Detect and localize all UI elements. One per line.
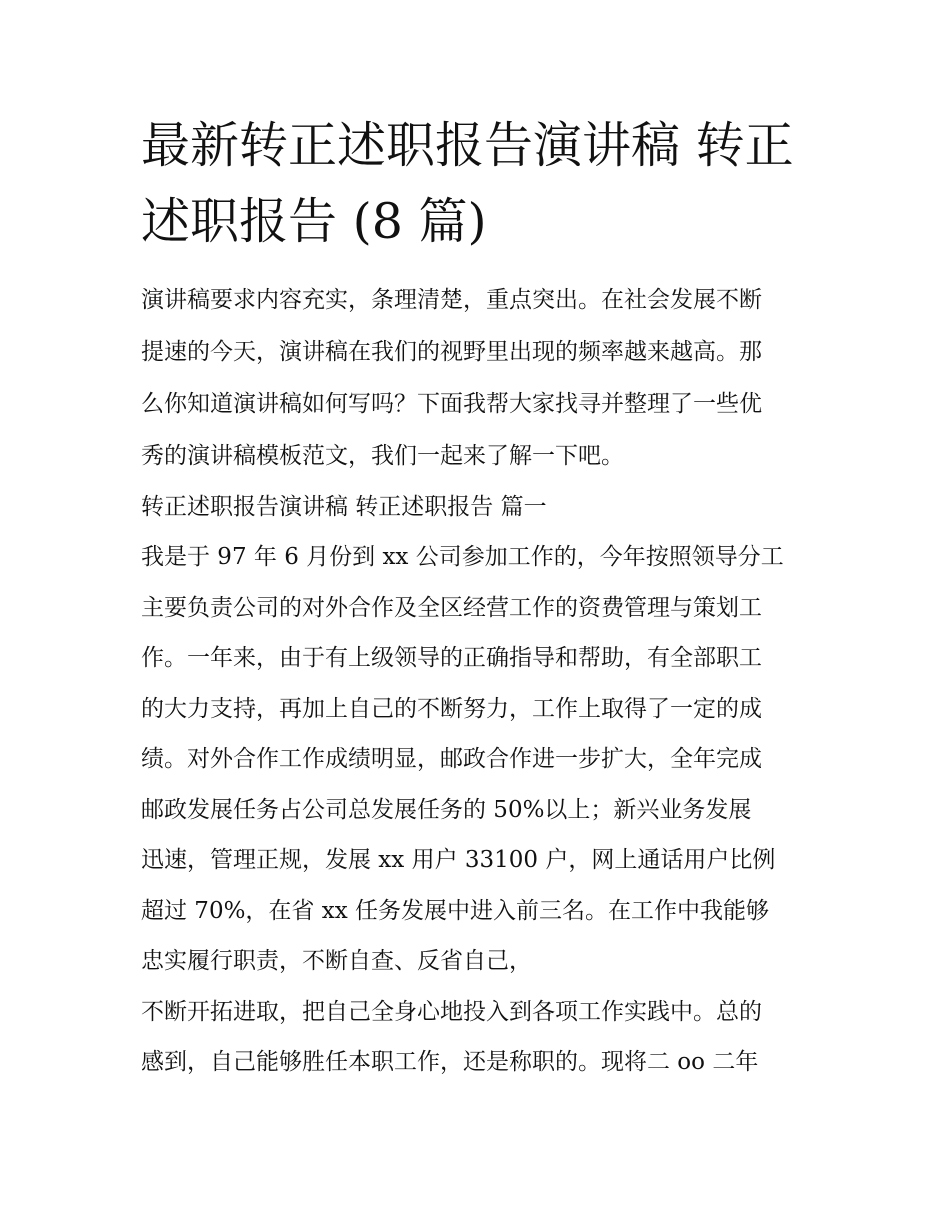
document-title-line-1: 最新转正述职报告演讲稿 转正 [141,117,794,174]
body-line: 忠实履行职责，不断自查、反省自己， [141,948,532,974]
document-title [141,108,821,260]
intro-paragraph [141,274,821,482]
body-line: 邮政发展任务占公司总发展任务的 50%以上；新兴业务发展 [141,796,752,823]
body-line: 主要负责公司的对外合作及全区经营工作的资费管理与策划工 [141,594,762,621]
body-line: 不断开拓进取，把自己全身心地投入到各项工作实践中。总的 [141,998,762,1025]
body-line: 超过 70%，在省 xx 任务发展中进入前三名。在工作中我能够 [141,897,769,924]
intro-line: 么你知道演讲稿如何写吗？下面我帮大家找寻并整理了一些优 [141,391,762,417]
body-line: 作。一年来，由于有上级领导的正确指导和帮助，有全部职工 [141,645,762,671]
body-line: 迅速，管理正规，发展 xx 用户 33100 户，网上通话用户比例 [141,847,776,873]
intro-line: 秀的演讲稿模板范文，我们一起来了解一下吧。 [141,443,624,469]
intro-line: 提速的今天，演讲稿在我们的视野里出现的频率越来越高。那 [141,339,762,365]
body-line: 感到，自己能够胜任本职工作，还是称职的。现将二 oo 二年 [141,1049,759,1075]
body-paragraph-1 [141,532,821,987]
document-title-line-2: 述职报告 (8 篇) [141,193,487,250]
body-paragraph-2 [141,987,821,1088]
intro-line: 演讲稿要求内容充实，条理清楚，重点突出。在社会发展不断 [141,287,762,313]
document-page [141,108,821,1088]
body-line: 绩。对外合作工作成绩明显，邮政合作进一步扩大，全年完成 [141,746,762,772]
section-heading: 转正述职报告演讲稿 转正述职报告 篇一 [141,494,547,520]
body-line: 我是于 97 年 6 月份到 xx 公司参加工作的，今年按照领导分工 [141,544,784,570]
body-line: 的大力支持，再加上自己的不断努力，工作上取得了一定的成 [141,695,762,722]
